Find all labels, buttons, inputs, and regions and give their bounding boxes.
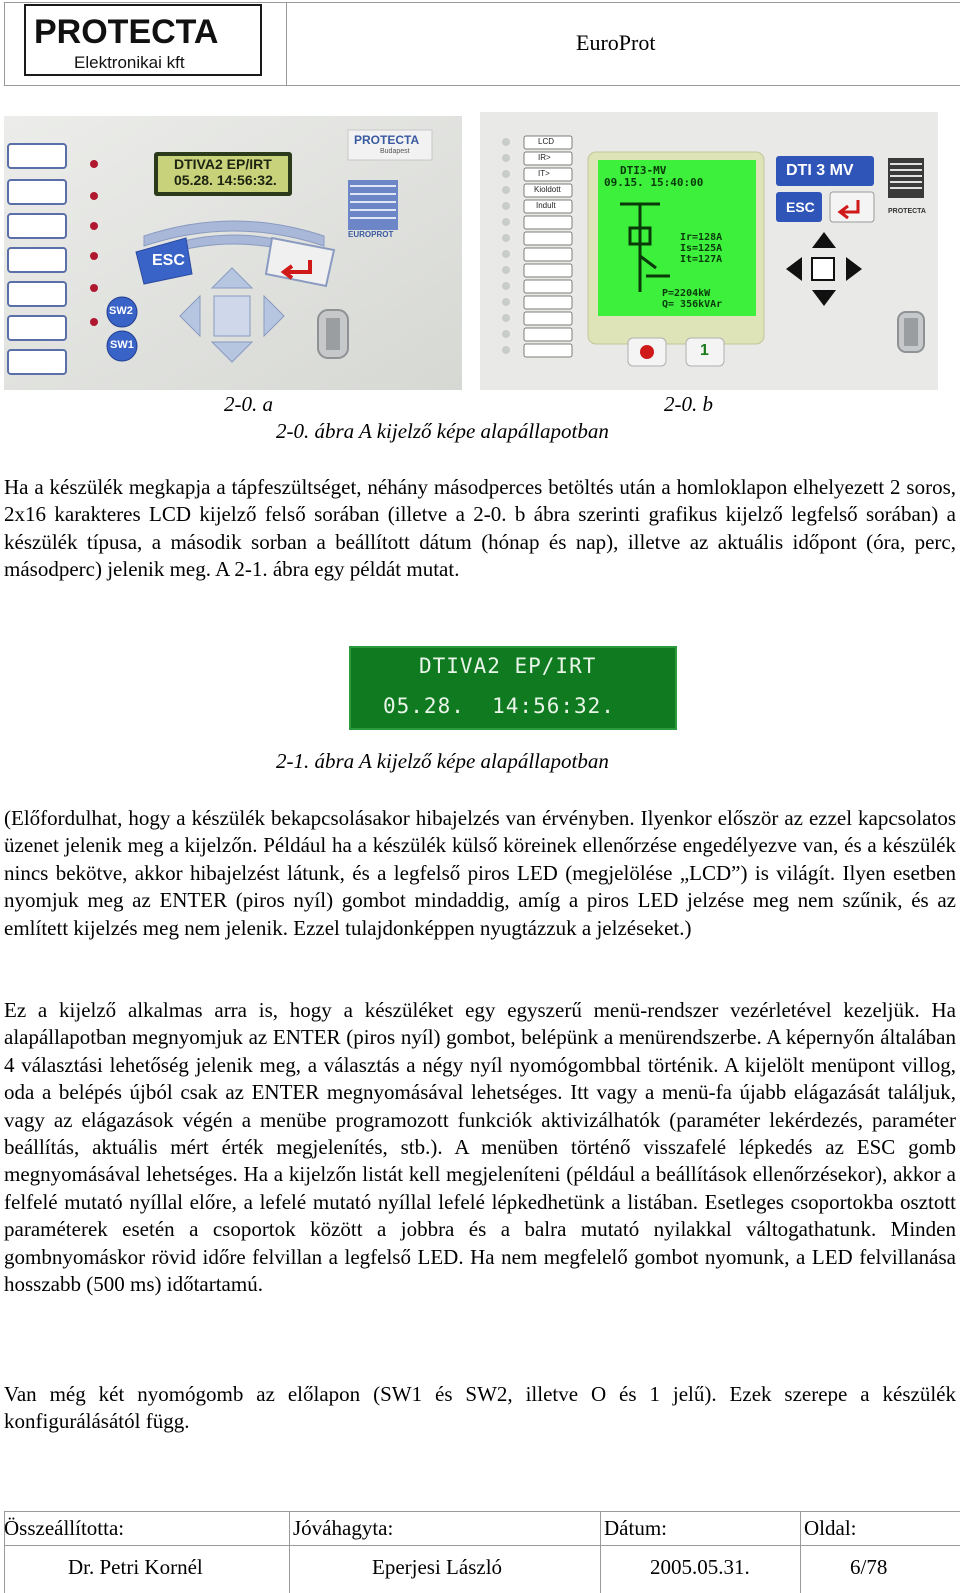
badge-city: Budapest: [380, 148, 410, 155]
screen-datetime: 09.15. 15:40:00: [604, 176, 704, 189]
logo-subtext: Elektronikai kft: [74, 53, 185, 72]
screen-p: P=2204kW: [662, 288, 711, 299]
paragraph-1: Ha a készülék megkapja a tápfeszültséget, néhány másodperces betöltés után a homloklapon elhelyezett 2 soros, 2x16 karakteres LCD kijelző felső sorában (illetve a 2-0. b ábra szerinti grafikus kijelző legfelső sorában) a készülék típusa, a második sorban a beállított dátum (hónap és nap), illetve az aktuális időpont (óra, perc, másodperc) jelenik meg. A 2-1. ábra egy példát mutat.: [4, 475, 956, 582]
menu-label-kioldott: Kioldott: [534, 185, 561, 194]
esc-button-a[interactable]: ESC: [152, 252, 185, 269]
menu-label-indult: Indult: [536, 201, 556, 210]
screen-is: Is=125A: [680, 243, 723, 254]
lcd-line-1-a: DTIVA2 EP/IRT: [174, 156, 272, 172]
paragraph-2: (Előfordulhat, hogy a készülék bekapcsolásakor hibajelzés van érvényben. Ilyenkor először az ezzel kapcsolatos üzenet jelenik meg a kijelzőn. Például ha a készülék külső köreinek ellenőrzése engedélyezve van, és a készülék nincs bekötve, akkor hibajelzést látunk, és a legfelső piros LED (megjelölése „LCD”) is világít. Ilyen esetben nyomjuk meg az ENTER (piros nyíl) gombot mindaddig, amíg a piros LED jelzése meg nem szűnik, és az említett kijelzés meg nem jelenik. Ezzel tulajdonképpen nyugtázzuk a jelzéseket.): [4, 806, 956, 940]
figure-device-b: [480, 112, 938, 390]
sw1-button[interactable]: SW1: [110, 339, 134, 351]
caption-sub-a: 2-0. a: [224, 392, 273, 416]
footer-header-page: Oldal:: [804, 1516, 857, 1540]
figure-device-a: [4, 116, 462, 390]
protecta-logo: [24, 4, 262, 76]
footer-header-date: Dátum:: [604, 1516, 667, 1540]
footer-col-divider: [289, 1511, 290, 1593]
paragraph-4: Van még két nyomógomb az előlapon (SW1 és SW2, illetve O és 1 jelű). Ezek szerepe a készülék konfigurálásától függ.: [4, 1382, 956, 1434]
footer-compiled-by: Dr. Petri Kornél: [68, 1555, 203, 1579]
screen-it: It=127A: [680, 254, 723, 265]
model-label: DTI 3 MV: [786, 162, 854, 179]
lcd-line-2-a: 05.28. 14:56:32.: [174, 172, 277, 188]
europrot-label: EUROPROT: [348, 230, 394, 239]
badge-brand: PROTECTA: [354, 133, 420, 147]
lcd-display-figure: [349, 646, 677, 730]
footer-col-divider: [600, 1511, 601, 1593]
screen-ir: Ir=128A: [680, 232, 723, 243]
footer-page-number: 6/78: [850, 1555, 888, 1579]
footer-approved-by: Eperjesi László: [372, 1555, 503, 1579]
lcd-line-2: 05.28. 14:56:32.: [383, 694, 615, 718]
paragraph-3: Ez a kijelző alkalmas arra is, hogy a készüléket egy egyszerű menü-rendszer vezérletével kezeljük. Ha alapállapotban megnyomjuk az ENTER (piros nyíl) gombot, belépünk a menürendszerbe. A képernyőn általában 4 választási lehetőség jelenik meg, a választás a négy nyíl nyomógombbal történik. A kijelölt menüpont villog, oda a belépés újból csak az ENTER megnyomásával lehetséges. Itt vagy a menü-fa újabb elágazását találjuk, vagy az elágazások végén a menübe programozott funkciók aktivizálhatók (paraméter lekérdezés, paraméter beállítás, aktuális mért érték megjelenítés, stb.). A menüben történő visszafelé lépkedés az ESC gomb megnyomásával lehetséges. Ha a kijelzőn listát kell megjeleníteni (például a beállítások ellenőrzésekor), akkor a felfelé mutató nyíllal előre, a lefelé mutató nyíllal lefelé lépkedhetünk a listában. Esetleges csoportokba osztott paraméterek esetén a csoportok között a jobbra és a balra mutató nyilakkal váltogathatunk. Minden gombnyomáskor rövid időre felvillan a legfelső LED. Ha nem megfelelő gombot nyomunk, a LED felvillanása hosszabb (500 ms) időtartamú.: [4, 998, 956, 1297]
button-1[interactable]: 1: [700, 342, 709, 359]
screen-q: Q= 356kVAr: [662, 299, 723, 310]
menu-label-ir: IR>: [538, 153, 551, 162]
screen-title: DTI3-MV: [620, 164, 667, 177]
footer-date: 2005.05.31.: [650, 1555, 750, 1579]
header-title: EuroProt: [576, 30, 656, 55]
footer-header-compiled: Összeállította:: [4, 1516, 125, 1540]
header-divider: [286, 2, 287, 86]
menu-label-lcd: LCD: [538, 137, 555, 146]
footer-col-divider: [800, 1511, 801, 1593]
sw2-button[interactable]: SW2: [109, 305, 133, 317]
esc-button-b[interactable]: ESC: [786, 199, 815, 215]
lcd-line-1: DTIVA2 EP/IRT: [419, 654, 597, 678]
caption-sub-b: 2-0. b: [664, 392, 713, 416]
footer-row-divider: [4, 1545, 960, 1546]
caption-figure-2-1: 2-1. ábra A kijelző képe alapállapotban: [276, 749, 609, 773]
caption-figure-2-0: 2-0. ábra A kijelző képe alapállapotban: [276, 419, 609, 443]
footer-header-approved: Jóváhagyta:: [293, 1516, 394, 1540]
menu-label-it: IT>: [538, 169, 550, 178]
brand-small: PROTECTA: [888, 208, 926, 215]
logo-text: PROTECTA: [34, 13, 219, 51]
